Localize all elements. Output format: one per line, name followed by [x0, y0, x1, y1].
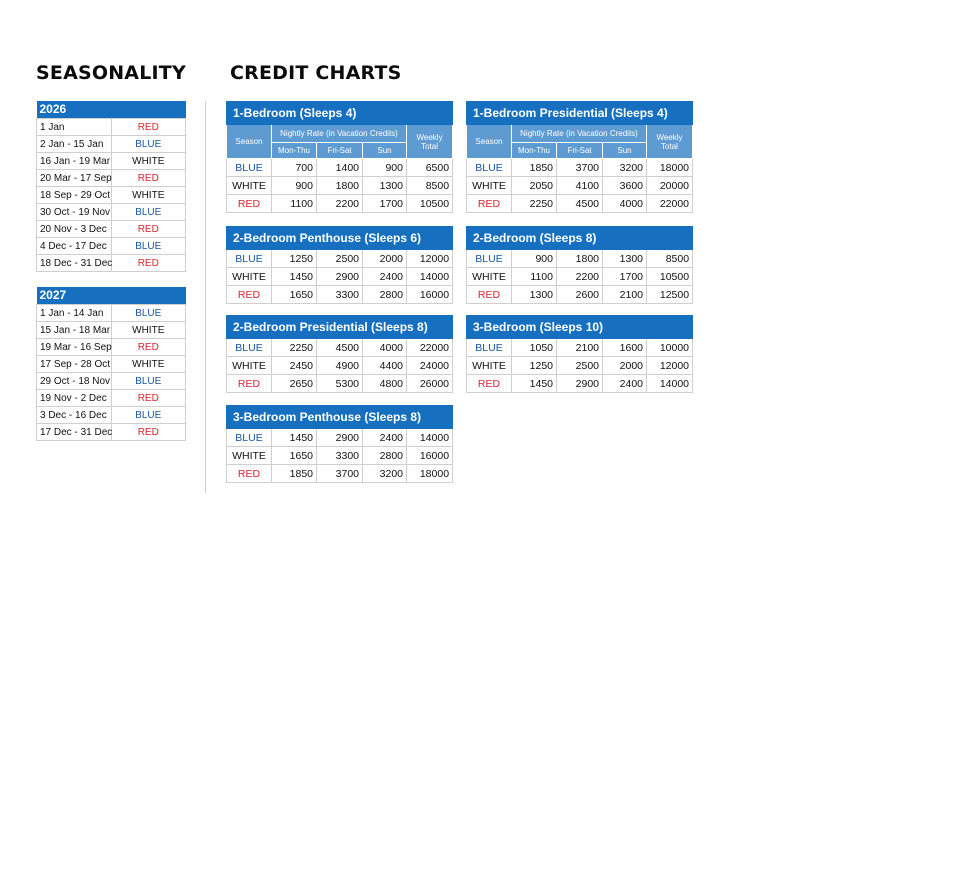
table-row [467, 357, 693, 375]
sun-header: Sun [363, 143, 407, 159]
year-header: 2027 [37, 287, 186, 305]
fri-sat-value: 3300 [317, 447, 363, 465]
sun-value: 3600 [603, 177, 647, 195]
mon-thu-value: 1850 [512, 159, 557, 177]
table-row [227, 465, 453, 483]
weekly-value: 8500 [647, 250, 693, 268]
date-range: 4 Dec - 17 Dec [37, 238, 112, 255]
chart-title: 3-Bedroom (Sleeps 10) [467, 316, 693, 339]
table-row [37, 305, 186, 322]
weekly-value: 12000 [407, 250, 453, 268]
date-range: 19 Mar - 16 Sep [37, 339, 112, 356]
date-range: 15 Jan - 18 Mar [37, 322, 112, 339]
date-range: 30 Oct - 19 Nov [37, 204, 112, 221]
season-label: BLUE [467, 250, 512, 268]
fri-sat-value: 1800 [557, 250, 603, 268]
mon-thu-value: 2650 [272, 375, 317, 393]
weekly-value: 16000 [407, 286, 453, 304]
sun-value: 4400 [363, 357, 407, 375]
table-row [227, 177, 453, 195]
weekly-value: 12000 [647, 357, 693, 375]
mon-thu-value: 1250 [272, 250, 317, 268]
sun-value: 900 [363, 159, 407, 177]
fri-sat-value: 2500 [317, 250, 363, 268]
table-row [227, 339, 453, 357]
seasonality-heading: SEASONALITY [36, 62, 186, 84]
season-label: BLUE [111, 407, 186, 424]
sun-value: 2000 [603, 357, 647, 375]
chart-title: 1-Bedroom (Sleeps 4) [227, 102, 453, 125]
season-label: WHITE [111, 356, 186, 373]
date-range: 20 Mar - 17 Sep [37, 170, 112, 187]
sun-value: 2000 [363, 250, 407, 268]
table-row [37, 170, 186, 187]
seasonality-table-2027 [36, 287, 186, 441]
weekly-value: 12500 [647, 286, 693, 304]
season-label: RED [467, 375, 512, 393]
mon-thu-value: 2250 [272, 339, 317, 357]
date-range: 17 Dec - 31 Dec [37, 424, 112, 441]
fri-sat-value: 4500 [557, 195, 603, 213]
mon-thu-value: 1450 [272, 268, 317, 286]
weekly-total-header: Weekly Total [407, 125, 453, 159]
fri-sat-value: 3300 [317, 286, 363, 304]
nightly-rate-header: Nightly Rate (in Vacation Credits) [512, 125, 647, 143]
table-row [37, 322, 186, 339]
table-row [227, 195, 453, 213]
season-label: WHITE [111, 187, 186, 204]
table-row [37, 424, 186, 441]
credit-chart-2-bedroom-penthouse [226, 226, 453, 304]
table-row [467, 339, 693, 357]
weekly-value: 24000 [407, 357, 453, 375]
date-range: 18 Dec - 31 Dec [37, 255, 112, 272]
season-label: RED [227, 286, 272, 304]
sun-value: 4000 [603, 195, 647, 213]
table-row [37, 238, 186, 255]
date-range: 20 Nov - 3 Dec [37, 221, 112, 238]
weekly-value: 18000 [647, 159, 693, 177]
sun-header: Sun [603, 143, 647, 159]
season-label: RED [227, 375, 272, 393]
sun-value: 1700 [363, 195, 407, 213]
chart-title: 3-Bedroom Penthouse (Sleeps 8) [227, 406, 453, 429]
season-label: WHITE [227, 268, 272, 286]
table-row [37, 221, 186, 238]
table-row [37, 339, 186, 356]
chart-title: 2-Bedroom (Sleeps 8) [467, 227, 693, 250]
season-label: WHITE [227, 177, 272, 195]
sun-value: 3200 [603, 159, 647, 177]
fri-sat-header: Fri-Sat [317, 143, 363, 159]
date-range: 29 Oct - 18 Nov [37, 373, 112, 390]
weekly-value: 10500 [407, 195, 453, 213]
season-label: WHITE [111, 153, 186, 170]
season-label: BLUE [111, 238, 186, 255]
table-row [227, 447, 453, 465]
season-label: RED [111, 424, 186, 441]
section-divider [205, 101, 206, 493]
mon-thu-value: 900 [272, 177, 317, 195]
mon-thu-value: 1450 [512, 375, 557, 393]
date-range: 16 Jan - 19 Mar [37, 153, 112, 170]
nightly-rate-header: Nightly Rate (in Vacation Credits) [272, 125, 407, 143]
season-label: RED [467, 195, 512, 213]
credit-chart-3-bedroom-penthouse [226, 405, 453, 483]
mon-thu-header: Mon-Thu [512, 143, 557, 159]
mon-thu-header: Mon-Thu [272, 143, 317, 159]
mon-thu-value: 1100 [512, 268, 557, 286]
season-label: WHITE [467, 268, 512, 286]
table-row [467, 375, 693, 393]
chart-title: 2-Bedroom Presidential (Sleeps 8) [227, 316, 453, 339]
weekly-value: 6500 [407, 159, 453, 177]
table-row [37, 356, 186, 373]
season-label: RED [111, 255, 186, 272]
season-label: RED [111, 221, 186, 238]
sun-value: 2400 [603, 375, 647, 393]
season-label: WHITE [227, 357, 272, 375]
weekly-value: 14000 [407, 268, 453, 286]
season-label: BLUE [111, 136, 186, 153]
season-label: BLUE [227, 159, 272, 177]
table-row [227, 268, 453, 286]
sun-value: 1300 [363, 177, 407, 195]
table-row [37, 373, 186, 390]
year-header: 2026 [37, 101, 186, 119]
weekly-value: 14000 [647, 375, 693, 393]
weekly-value: 8500 [407, 177, 453, 195]
chart-title: 2-Bedroom Penthouse (Sleeps 6) [227, 227, 453, 250]
season-label: WHITE [467, 177, 512, 195]
fri-sat-value: 4500 [317, 339, 363, 357]
sun-value: 4000 [363, 339, 407, 357]
fri-sat-value: 1400 [317, 159, 363, 177]
credit-chart-3-bedroom [466, 315, 693, 393]
fri-sat-value: 2100 [557, 339, 603, 357]
season-label: BLUE [227, 429, 272, 447]
sun-value: 3200 [363, 465, 407, 483]
sun-value: 2800 [363, 447, 407, 465]
season-label: RED [111, 390, 186, 407]
table-row [37, 136, 186, 153]
weekly-value: 10500 [647, 268, 693, 286]
season-label: RED [111, 170, 186, 187]
fri-sat-value: 2900 [557, 375, 603, 393]
fri-sat-value: 2200 [557, 268, 603, 286]
credit-chart-1-bedroom [226, 101, 453, 213]
table-row [37, 187, 186, 204]
fri-sat-value: 2600 [557, 286, 603, 304]
season-label: RED [111, 339, 186, 356]
table-row [37, 153, 186, 170]
table-row [227, 250, 453, 268]
fri-sat-value: 3700 [557, 159, 603, 177]
sun-value: 2400 [363, 268, 407, 286]
season-label: RED [111, 119, 186, 136]
mon-thu-value: 1300 [512, 286, 557, 304]
mon-thu-value: 2450 [272, 357, 317, 375]
table-row [227, 357, 453, 375]
table-row [467, 159, 693, 177]
season-label: WHITE [227, 447, 272, 465]
weekly-value: 10000 [647, 339, 693, 357]
table-row [37, 407, 186, 424]
date-range: 17 Sep - 28 Oct [37, 356, 112, 373]
chart-title: 1-Bedroom Presidential (Sleeps 4) [467, 102, 693, 125]
date-range: 3 Dec - 16 Dec [37, 407, 112, 424]
table-row [467, 195, 693, 213]
season-label: RED [467, 286, 512, 304]
mon-thu-value: 900 [512, 250, 557, 268]
sun-value: 2100 [603, 286, 647, 304]
season-label: WHITE [467, 357, 512, 375]
sun-value: 1700 [603, 268, 647, 286]
weekly-total-header: Weekly Total [647, 125, 693, 159]
credit-chart-2-bedroom [466, 226, 693, 304]
sun-value: 4800 [363, 375, 407, 393]
weekly-value: 20000 [647, 177, 693, 195]
date-range: 1 Jan [37, 119, 112, 136]
weekly-value: 14000 [407, 429, 453, 447]
season-label: BLUE [111, 204, 186, 221]
weekly-value: 16000 [407, 447, 453, 465]
sun-value: 2400 [363, 429, 407, 447]
season-label: BLUE [111, 305, 186, 322]
season-label: BLUE [227, 339, 272, 357]
table-row [37, 390, 186, 407]
season-label: BLUE [467, 159, 512, 177]
fri-sat-value: 4100 [557, 177, 603, 195]
weekly-value: 22000 [647, 195, 693, 213]
mon-thu-value: 2250 [512, 195, 557, 213]
fri-sat-value: 1800 [317, 177, 363, 195]
table-row [227, 375, 453, 393]
fri-sat-value: 4900 [317, 357, 363, 375]
mon-thu-value: 1850 [272, 465, 317, 483]
credit-charts-heading: CREDIT CHARTS [230, 62, 402, 84]
fri-sat-value: 3700 [317, 465, 363, 483]
mon-thu-value: 1250 [512, 357, 557, 375]
mon-thu-value: 1650 [272, 447, 317, 465]
mon-thu-value: 1100 [272, 195, 317, 213]
season-label: RED [227, 465, 272, 483]
season-label: BLUE [467, 339, 512, 357]
credit-chart-1-bedroom-presidential [466, 101, 693, 213]
table-row [227, 429, 453, 447]
mon-thu-value: 700 [272, 159, 317, 177]
season-label: BLUE [111, 373, 186, 390]
table-row [467, 268, 693, 286]
sun-value: 1300 [603, 250, 647, 268]
table-row [37, 255, 186, 272]
credit-chart-2-bedroom-presidential [226, 315, 453, 393]
table-row [467, 250, 693, 268]
weekly-value: 18000 [407, 465, 453, 483]
mon-thu-value: 1050 [512, 339, 557, 357]
season-label: RED [227, 195, 272, 213]
mon-thu-value: 1450 [272, 429, 317, 447]
date-range: 1 Jan - 14 Jan [37, 305, 112, 322]
season-header: Season [467, 125, 512, 159]
fri-sat-value: 2900 [317, 268, 363, 286]
season-label: BLUE [227, 250, 272, 268]
fri-sat-header: Fri-Sat [557, 143, 603, 159]
season-label: WHITE [111, 322, 186, 339]
seasonality-table-2026 [36, 101, 186, 272]
date-range: 19 Nov - 2 Dec [37, 390, 112, 407]
fri-sat-value: 2900 [317, 429, 363, 447]
fri-sat-value: 2500 [557, 357, 603, 375]
fri-sat-value: 5300 [317, 375, 363, 393]
sun-value: 1600 [603, 339, 647, 357]
weekly-value: 22000 [407, 339, 453, 357]
table-row [467, 286, 693, 304]
season-header: Season [227, 125, 272, 159]
date-range: 2 Jan - 15 Jan [37, 136, 112, 153]
table-row [227, 286, 453, 304]
table-row [467, 177, 693, 195]
table-row [227, 159, 453, 177]
date-range: 18 Sep - 29 Oct [37, 187, 112, 204]
table-row [37, 204, 186, 221]
fri-sat-value: 2200 [317, 195, 363, 213]
weekly-value: 26000 [407, 375, 453, 393]
sun-value: 2800 [363, 286, 407, 304]
mon-thu-value: 1650 [272, 286, 317, 304]
mon-thu-value: 2050 [512, 177, 557, 195]
table-row [37, 119, 186, 136]
